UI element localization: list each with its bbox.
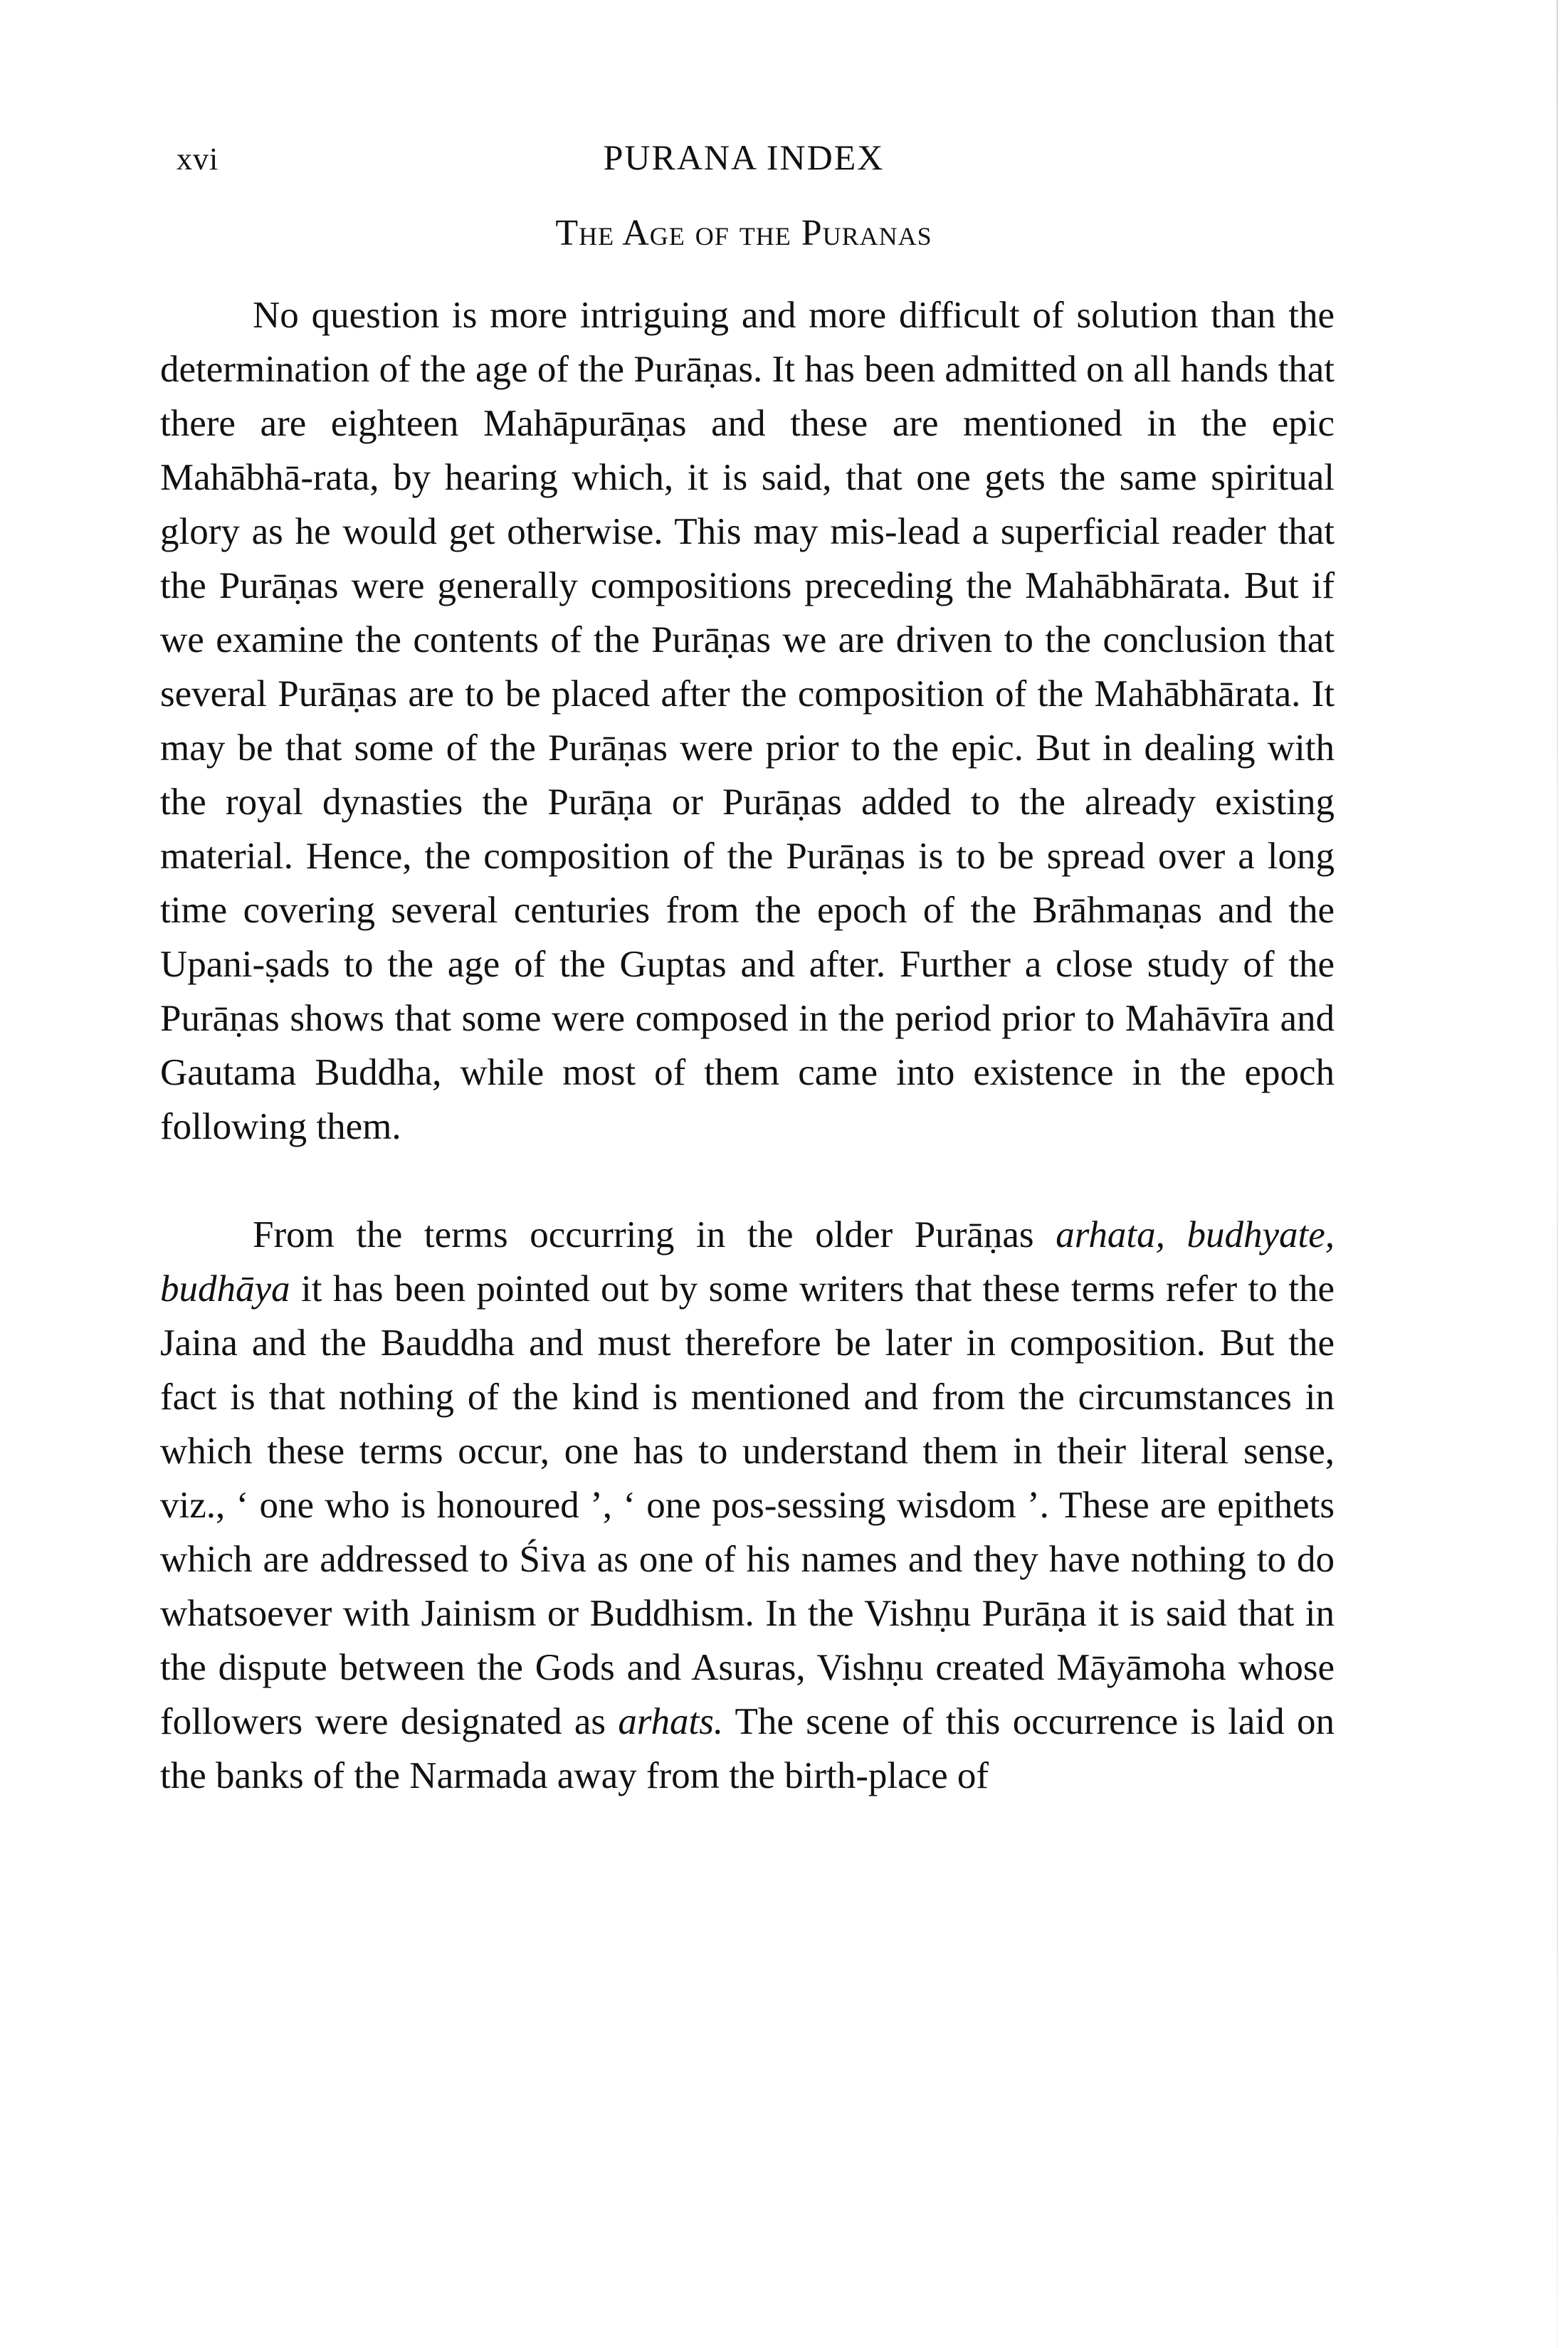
paragraph-2-italic-terms: arhata, budhyate, budhāya <box>160 1214 1335 1310</box>
paragraph-2-middle: it has been pointed out by some writers that these terms refer to the Jaina and the Bauddha and must therefore be later in composition. But the fact is that nothing of the kind is mentioned and from the circumstances in which these terms occur, one has to understand them in their literal sense, viz., ‘ one who is honoured ’, ‘ one pos-sessing wisdom ’. These are epithets which are addressed to Śiva as one of his names and they have nothing to do whatsoever with Jainism or Buddhism. In the Vishṇu Purāṇa it is said that in the dispute between the Gods and Asuras, Vishṇu created Māyāmoha whose followers were designated as <box>160 1268 1335 1742</box>
paragraph-2 <box>160 1208 1335 1803</box>
page-number: xvi <box>177 142 219 177</box>
paragraph-2-intro: From the terms occurring in the older Purāṇas <box>253 1214 1056 1255</box>
running-title: PURANA INDEX <box>603 137 885 177</box>
page-header <box>164 128 1324 192</box>
paragraph-2-italic-arhats: arhats. <box>618 1701 724 1742</box>
body-text <box>160 288 1335 1803</box>
section-heading: The Age of the Puranas <box>555 213 932 253</box>
paragraph-2-end: The scene of this occurrence is laid on the banks of the Narmada away from the birth-place of <box>160 1701 1335 1796</box>
paragraph-1: No question is more intriguing and more difficult of solution than the determination of the age of the Purāṇas. It has been admitted on all hands that there are eighteen Mahāpurāṇas and these are mentioned in the epic Mahābhā-rata, by hearing which, it is said, that one gets the same spiritual glory as he would get otherwise. This may mis-lead a superficial reader that the Purāṇas were generally compositions preceding the Mahābhārata. But if we examine the contents of the Purāṇas we are driven to the conclusion that several Purāṇas are to be placed after the composition of the Mahābhārata. It may be that some of the Purāṇas were prior to the epic. But in dealing with the royal dynasties the Purāṇa or Purāṇas added to the already existing material. Hence, the composition of the Purāṇas is to be spread over a long time covering several centuries from the epoch of the Brāhmaṇas and the Upani-ṣads to the age of the Guptas and after. Further a close study of the Purāṇas shows that some were composed in the period prior to Mahāvīra and Gautama Buddha, while most of them came into existence in the epoch following them. <box>160 295 1335 1147</box>
page-edge-shadow <box>1557 0 1558 2348</box>
